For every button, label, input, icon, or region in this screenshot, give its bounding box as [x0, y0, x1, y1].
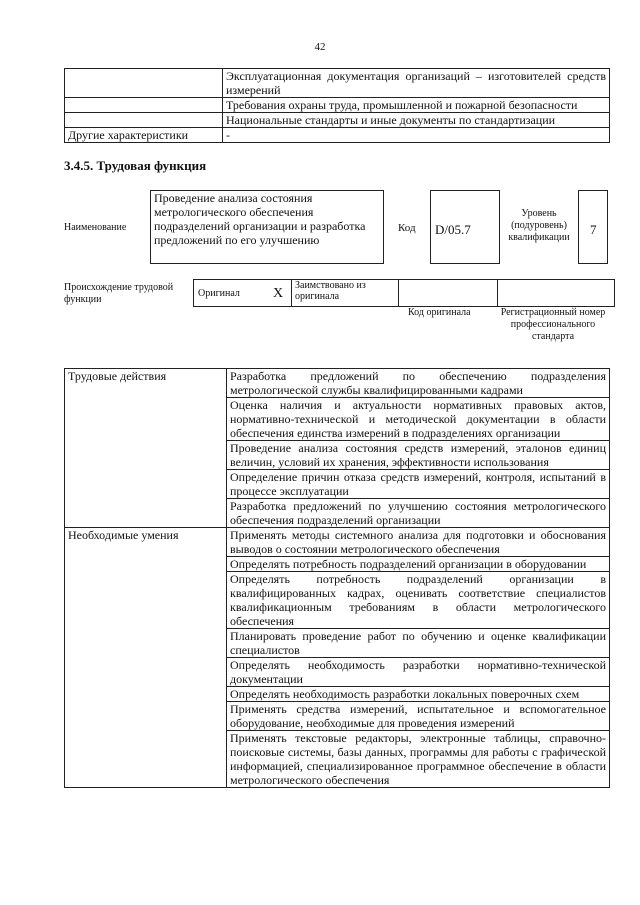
page-number: 42 [314, 41, 326, 53]
main-table [64, 368, 610, 788]
list-item: Применять средства измерений, испытательное и вспомогательное оборудование, необходимые для проведения измерений [227, 702, 610, 731]
table-cell: Другие характеристики [65, 128, 223, 143]
top-table [64, 68, 610, 143]
reg-number-cell [498, 280, 615, 307]
list-item: Планировать проведение работ по обучению и оценке квалификации специалистов [227, 629, 610, 658]
list-item: Определение причин отказа средств измерений, контроля, испытаний в процессе эксплуатации [227, 470, 610, 499]
table-cell: - [223, 128, 610, 143]
table-cell: Требования охраны труда, промышленной и пожарной безопасности [223, 98, 610, 113]
list-item: Определять необходимость разработки локальных поверочных схем [227, 687, 610, 702]
reg-number-label: Регистрационный номер профессионального стандарта [500, 307, 606, 342]
code-original-label: Код оригинала [408, 307, 471, 318]
original-mark: X [265, 280, 292, 307]
table-cell: Национальные стандарты и иные документы по стандартизации [223, 113, 610, 128]
table-row [65, 98, 610, 113]
table-cell [65, 69, 223, 98]
section-title: 3.4.5. Трудовая функция [64, 158, 207, 173]
function-code-box: D/05.7 [430, 190, 500, 264]
table-row [65, 113, 610, 128]
table-row [65, 128, 610, 143]
level-value-box: 7 [578, 190, 608, 264]
table-cell: Эксплуатационная документация организаций – изготовителей средств измерений [223, 69, 610, 98]
list-item: Определять необходимость разработки нормативно-технической документации [227, 658, 610, 687]
origin-label: Происхождение трудовой функции [64, 282, 174, 305]
borrowed-label: Заимствовано из оригинала [292, 280, 399, 307]
origin-table [193, 279, 615, 307]
code-original-cell [399, 280, 498, 307]
table-row [194, 280, 615, 307]
code-label: Код [398, 222, 416, 234]
list-item: Применять текстовые редакторы, электронные таблицы, справочно-поисковые системы, базы данных, программы для работы с графической информацией, специализированное программное обеспечение в области метрологического обеспечения [227, 731, 610, 788]
name-label: Наименование [64, 222, 127, 233]
list-item: Определять потребность подразделений организации в оборудовании [227, 557, 610, 572]
list-item: Оценка наличия и актуальности нормативных правовых актов, нормативно-технической и методической документации в области обеспечения единства измерений в подразделениях организации [227, 398, 610, 441]
table-row [65, 528, 610, 557]
list-item: Определять потребность подразделений организации в квалифицированных кадрах, оценивать соответствие специалистов квалификационным требованиям в области метрологического обеспечения [227, 572, 610, 629]
list-item: Разработка предложений по обеспечению подразделения метрологической службы квалифицированными кадрами [227, 369, 610, 398]
list-item: Применять методы системного анализа для подготовки и обоснования выводов о состоянии метрологического обеспечения [227, 528, 610, 557]
section-header: Необходимые умения [65, 528, 227, 788]
function-name-box: Проведение анализа состояния метрологического обеспечения подразделений организации и разработка предложений по его улучшению [150, 190, 384, 264]
level-label: Уровень (подуровень) квалификации [508, 208, 570, 243]
section-header: Трудовые действия [65, 369, 227, 528]
table-row [65, 369, 610, 398]
table-cell [65, 98, 223, 113]
list-item: Разработка предложений по улучшению состояния метрологического обеспечения подразделений организации [227, 499, 610, 528]
table-row [65, 69, 610, 98]
table-cell [65, 113, 223, 128]
original-label: Оригинал [194, 280, 266, 307]
list-item: Проведение анализа состояния средств измерений, эталонов единиц величин, условий их хранения, эффективности использования [227, 441, 610, 470]
